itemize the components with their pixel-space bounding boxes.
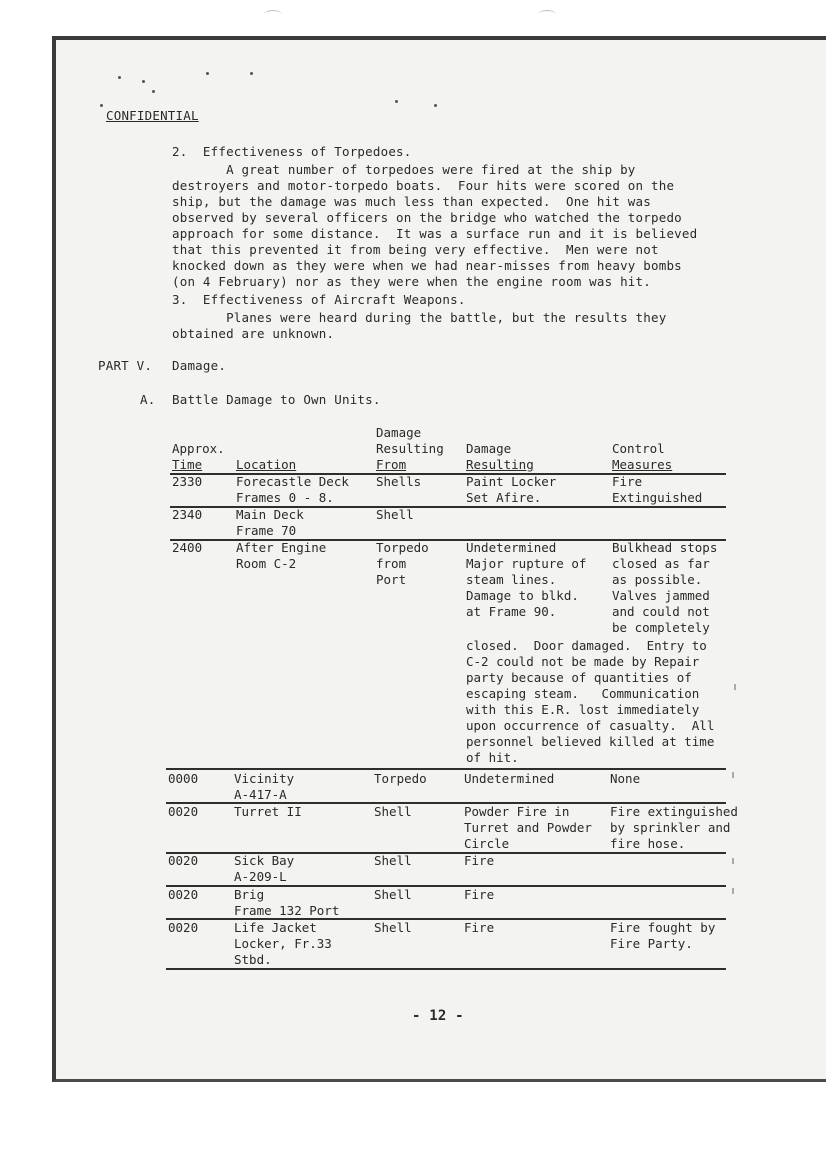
scan-mark bbox=[732, 772, 734, 778]
header-control-2: Measures bbox=[612, 457, 673, 472]
header-location: Location bbox=[236, 457, 297, 472]
table-rule bbox=[166, 968, 726, 970]
subsection-title: Battle Damage to Own Units. bbox=[172, 392, 381, 407]
cell-result: Turret and Powder bbox=[464, 820, 592, 835]
cell-location: Forecastle Deck bbox=[236, 474, 349, 489]
scan-speck bbox=[152, 90, 155, 93]
cell-result: Circle bbox=[464, 836, 510, 851]
cell-result: Fire bbox=[464, 853, 495, 868]
cell-location: Locker, Fr.33 bbox=[234, 936, 332, 951]
cell-continuation: of hit. bbox=[466, 750, 519, 765]
cell-result: Set Afire. bbox=[466, 490, 542, 505]
cell-result: Major rupture of bbox=[466, 556, 587, 571]
scan-speck bbox=[100, 104, 103, 107]
cell-location: Main Deck bbox=[236, 507, 304, 522]
cell-location: Stbd. bbox=[234, 952, 272, 967]
scan-speck bbox=[434, 104, 437, 107]
cell-result: Fire bbox=[464, 887, 495, 902]
header-result-2: Resulting bbox=[466, 457, 534, 472]
cell-control: Bulkhead stops bbox=[612, 540, 718, 555]
header-from-3: From bbox=[376, 457, 407, 472]
cell-control: as possible. bbox=[612, 572, 703, 587]
cell-continuation: with this E.R. lost immediately bbox=[466, 702, 700, 717]
cell-control: Fire bbox=[612, 474, 643, 489]
cell-from: from bbox=[376, 556, 407, 571]
section-2-line: ship, but the damage was much less than expected. One hit was bbox=[172, 194, 651, 209]
part-title: Damage. bbox=[172, 358, 227, 373]
section-2-heading: 2. Effectiveness of Torpedoes. bbox=[172, 144, 412, 159]
cell-result: Fire bbox=[464, 920, 495, 935]
cell-location: A-209-L bbox=[234, 869, 287, 884]
cell-from: Shell bbox=[374, 887, 412, 902]
header-from-2: Resulting bbox=[376, 441, 444, 456]
scan-mark bbox=[734, 684, 736, 690]
classification-marking: CONFIDENTIAL bbox=[106, 108, 199, 123]
cell-result: at Frame 90. bbox=[466, 604, 557, 619]
scan-mark bbox=[732, 888, 734, 894]
cell-result: Undetermined bbox=[466, 540, 557, 555]
scan-speck bbox=[118, 76, 121, 79]
cell-result: steam lines. bbox=[466, 572, 557, 587]
cell-time: 2400 bbox=[172, 540, 203, 555]
cell-continuation: escaping steam. Communication bbox=[466, 686, 700, 701]
cell-control: None bbox=[610, 771, 641, 786]
section-2-line: that this prevented it from being very effective. Men were not bbox=[172, 242, 659, 257]
section-2-line: approach for some distance. It was a surface run and it is believed bbox=[172, 226, 698, 241]
cell-from: Torpedo bbox=[376, 540, 429, 555]
scan-speck bbox=[206, 72, 209, 75]
cell-location: Frame 132 Port bbox=[234, 903, 340, 918]
cell-result: Powder Fire in bbox=[464, 804, 570, 819]
scan-speck bbox=[250, 72, 253, 75]
cell-continuation: personnel believed killed at time bbox=[466, 734, 715, 749]
cell-continuation: upon occurrence of casualty. All bbox=[466, 718, 715, 733]
cell-from: Shell bbox=[374, 804, 412, 819]
scan-artifact bbox=[264, 10, 282, 19]
section-3-line: Planes were heard during the battle, but the results they bbox=[172, 310, 667, 325]
cell-control: Fire fought by bbox=[610, 920, 716, 935]
cell-time: 0020 bbox=[168, 853, 199, 868]
cell-location: Brig bbox=[234, 887, 265, 902]
cell-location: After Engine bbox=[236, 540, 327, 555]
cell-location: Room C-2 bbox=[236, 556, 297, 571]
cell-from: Torpedo bbox=[374, 771, 427, 786]
header-time-1: Approx. bbox=[172, 441, 225, 456]
cell-control: be completely bbox=[612, 620, 710, 635]
cell-control: fire hose. bbox=[610, 836, 686, 851]
cell-time: 2340 bbox=[172, 507, 203, 522]
scan-artifact bbox=[538, 10, 556, 19]
subsection-label: A. bbox=[140, 392, 156, 407]
cell-continuation: party because of quantities of bbox=[466, 670, 692, 685]
cell-time: 0020 bbox=[168, 887, 199, 902]
cell-from: Shells bbox=[376, 474, 422, 489]
section-2-line: (on 4 February) nor as they were when the engine room was hit. bbox=[172, 274, 651, 289]
section-2-line: knocked down as they were when we had near-misses from heavy bombs bbox=[172, 258, 682, 273]
page-number: - 12 - bbox=[412, 1008, 464, 1024]
cell-from: Port bbox=[376, 572, 407, 587]
cell-location: Sick Bay bbox=[234, 853, 295, 868]
section-3-line: obtained are unknown. bbox=[172, 326, 335, 341]
cell-location: A-417-A bbox=[234, 787, 287, 802]
cell-location: Turret II bbox=[234, 804, 302, 819]
cell-time: 0000 bbox=[168, 771, 199, 786]
part-label: PART V. bbox=[98, 358, 153, 373]
cell-from: Shell bbox=[374, 920, 412, 935]
cell-result: Undetermined bbox=[464, 771, 555, 786]
header-time-2: Time bbox=[172, 457, 203, 472]
cell-control: Valves jammed bbox=[612, 588, 710, 603]
cell-location: Vicinity bbox=[234, 771, 295, 786]
cell-control: by sprinkler and bbox=[610, 820, 731, 835]
section-3-heading: 3. Effectiveness of Aircraft Weapons. bbox=[172, 292, 466, 307]
section-2-line: A great number of torpedoes were fired at the ship by bbox=[172, 162, 636, 177]
scan-speck bbox=[142, 80, 145, 83]
cell-control: closed as far bbox=[612, 556, 710, 571]
cell-time: 0020 bbox=[168, 804, 199, 819]
header-result-1: Damage bbox=[466, 441, 512, 456]
cell-from: Shell bbox=[376, 507, 414, 522]
cell-control: Extinguished bbox=[612, 490, 703, 505]
scan-speck bbox=[395, 100, 398, 103]
cell-location: Frames 0 - 8. bbox=[236, 490, 334, 505]
cell-control: and could not bbox=[612, 604, 710, 619]
cell-control: Fire Party. bbox=[610, 936, 693, 951]
cell-continuation: C-2 could not be made by Repair bbox=[466, 654, 700, 669]
scan-mark bbox=[732, 858, 734, 864]
cell-time: 2330 bbox=[172, 474, 203, 489]
cell-control: Fire extinguished bbox=[610, 804, 738, 819]
cell-result: Paint Locker bbox=[466, 474, 557, 489]
cell-location: Life Jacket bbox=[234, 920, 317, 935]
table-rule bbox=[166, 768, 726, 770]
cell-from: Shell bbox=[374, 853, 412, 868]
cell-result: Damage to blkd. bbox=[466, 588, 579, 603]
cell-location: Frame 70 bbox=[236, 523, 297, 538]
header-from-1: Damage bbox=[376, 425, 422, 440]
cell-continuation: closed. Door damaged. Entry to bbox=[466, 638, 707, 653]
section-2-line: observed by several officers on the bridge who watched the torpedo bbox=[172, 210, 682, 225]
cell-time: 0020 bbox=[168, 920, 199, 935]
section-2-line: destroyers and motor-torpedo boats. Four hits were scored on the bbox=[172, 178, 675, 193]
header-control-1: Control bbox=[612, 441, 665, 456]
